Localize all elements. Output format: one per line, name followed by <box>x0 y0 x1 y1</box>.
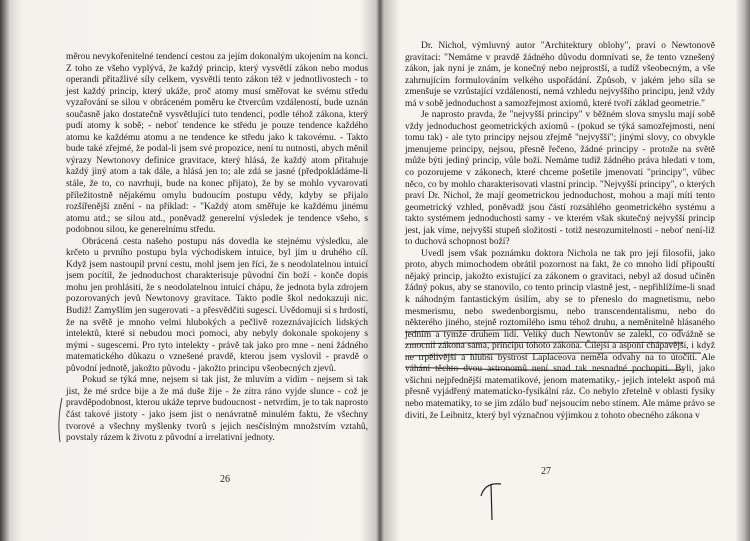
paragraph: Je naprosto pravda, že "nejvyšší principy" v běžném slova smyslu mají sobě vždy jednoduchost geometrických axiomů - (pokud se týká samozřejmosti, není tomu tak) - ale tyto principy nejsou zřejmě "nejvyšší"; jinými slovy, co obvykle jmenujeme principy, nejsou, přesně řečeno, žádné principy - protože na světě může býti jediný princip, vůle boží. Nemáme tudíž žádného práva hledati v tom, co pozorujeme v zákonech, které chceme pošetile jmenovati "principy", vůbec něco, co by mohlo charakterisovati vlastní princip. "Nejvyšší principy", o kterých praví Dr. Nichol, že mají geometrickou jednoduchost, mohou a mají míti tento geometrický vzhled, poněvadž jsou částí rozsáhlého geometrického systému a takto systémem jednoduchosti samy - ve kterém však skutečný nejvyšší princip jest, jak víme, nejvyšší stupeň složitosti - totiž nesrozumitelnosti - neboť není-liž to duchová schopnost boží? <box>405 110 715 248</box>
paragraph: měrou nevykořenitelné tendencí cestou za jejím dokonalým ukojením na konci. Z toho ze všeho vyplývá, že každý princip, který vysvětlí zákon nebo modus operandi přitažlivé síly celkem, vysvětlí tento zákon též v jednotlivostech - to jest každý princip, který ukáže, proč atomy musí směřovat ke svému středu vyzařování se silou v obráceném poměru ke čtvercům vzdáleností, bude uznán současně jako dostatečně vysvětlující tuto tendenci, podle téhož zákona, který pudí atomy k sobě; - neboť tendence ke středu je pouze tendence každého atomu ke každému atomu a ne tendence ke středu jako k takovému. - Takto bude také zřejmé, že podal-li jsem své propozice, není tu nutnosti, abych měnil výrazy Newtonovy definice gravitace, který hlásá, že každý atom přitahuje každý jiný atom a tak dále, a hlásá jen to; ale zdá se jasné (předpokládáme-li stále, že to, co navrhuji, bude na konec přijato), že by se mohlo vyvarovati příležitostně nějakému omylu budoucím postupu vědy, kdyby se přijalo rozšířenější znění - na příklad: - "Každý atom směřuje ke každému jinému atomu atd.; se silou atd., poněvadž generelní výsledek je tendence všeho, s podobnou silou, ke generelnímu středu. <box>66 52 368 236</box>
paragraph: Dr. Nichol, výmluvný autor "Architektury oblohy", praví o Newtonově gravitaci: "Nemáme v pravdě žádného důvodu domnívati se, že tento vznešený zákon, jak nyní je znám, je konečný nebo nejprostší, a tudíž všeobecným, a vše zahrnujícím formulováním velkého uspořádání. Způsob, v jakém jeho síla se zmenšuje se vzrůstající vzdáleností, nemá vzhledu nejvyššího principu, jenž vždy má v sobě jednoduchost a samozřejmost axiomů, které tvoří základ geometrie." <box>405 41 715 109</box>
left-page <box>10 0 378 541</box>
page-number: 27 <box>541 466 551 477</box>
paragraph: Pokud se týká mne, nejsem si tak jist, že mluvím a vidím - nejsem si tak jist, že mé srdce bije a že má duše žije - že zítra ráno vyjde slunce - což je pravděpodobnost, kterou ukáže teprve budoucnost - netvrdím, je to tak naprosto část takové jistoty - jako jsem jist o nenávratně minulém faktu, že všechny tvorové a všechny myšlenky tvorů s jejich nesčíslným množstvím vztahů, povstaly rázem k životu z původní a irrelativní jednoty. <box>66 375 368 444</box>
paragraph: Uvedl jsem však poznámku doktora Nichola ne tak pro její filosofii, jako proto, abych mimochodem obrátil pozornost na fakt, že co mnoho lidí připouští nějaký princip, jakožto existující za zákonem o gravitaci, nebyl až dosud učiněn žádný pokus, aby se stanovilo, co tento princip vlastně jest, - nepřihlížíme-li snad k náhodným fantastickým úsilím, aby se to přeneslo do magnetismu, nebo mesmerismu, nebo swedenborgismu, nebo transcendentalismu, nebo do některého jiného, stejně roztomilého ismu téhož druhu, a neměnitelně hlásaného jedním a týmže druhem lidí. Veliký duch Newtonův se zalekl, co odvážně se zmocnil zákona sama, principu tohoto zákona. Čilejší a asponí chápavější, i když ne trpělivější a hlubší bystrost Laplaceova neměla odvahy na to útočiti. Ale váhání těchto dvou astronomů není snad tak nesnadné pochopiti. Byli, jako všichni nejpřednější matematikové, jenom matematiky,- jejich intelekt aspoň má přesně vyjádřený matematicko-fysikální ráz. Co nebylo zřetelně v oblasti fysiky nebo matematiky, to se jim zdálo buď nejsoucím nebo stínem. Ale máme právo se diviti, že Leibnitz, který byl význačnou výjimkou z tohoto obecného zákona v <box>405 248 715 421</box>
paragraph: Obrácená cesta našeho postupu nás dovedla ke stejnému výsledku, ale krčeto u prvního postupu byla východiskem intuice, byl jím u druhého cíl. Když jsem nastoupil první cestu, mohl jsem jen říci, že s neodolatelnou intuicí jsem pocítil, že jednoduchost charakterisuje původní čin boží - konče dopis mohu jen prohlásiti, že s neodolatelnou intuicí chápu, že jednota byla zdrojem pozorovaných jevů Newtonovy gravitace. Takto podle škol nedokazuji nic. Budiž! Zamyšlím jen sugerovati - a přesvědčiti sugescí. Uvědomuji si s hrdostí, že na světě je mnoho velmi hlubokých a pečlivě rozeznávajících lidských intelektů, které si nebudou moci pomoci, aby nebyly dokonale spokojeny s mými - sugescemi. Pro tyto intelekty - právě tak jako pro mne - není žádného matematického důkazu o vznešené pravdě, kterou jsem vyslovil - pravdě o původní jednotě, jakožto původu - jakožto principu všeobecných zjevů. <box>66 236 368 374</box>
left-page-text <box>66 52 368 445</box>
right-page <box>383 0 740 541</box>
page-number: 26 <box>220 474 230 485</box>
right-page-text <box>405 41 715 422</box>
